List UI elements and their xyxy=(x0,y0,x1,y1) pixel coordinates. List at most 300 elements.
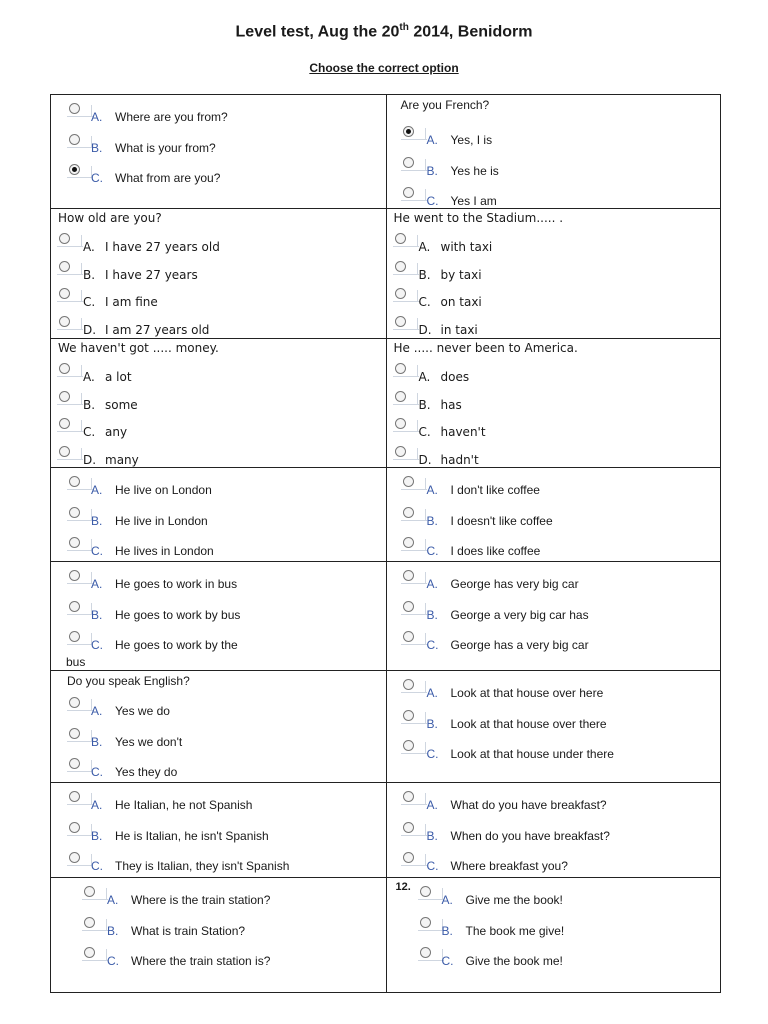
question-row xyxy=(51,561,720,670)
radio-button[interactable] xyxy=(69,103,80,114)
option-text: has xyxy=(440,397,462,412)
option-letter: C. xyxy=(426,638,439,652)
radio-button[interactable] xyxy=(59,288,70,299)
option-underline xyxy=(418,899,444,900)
answer-option[interactable] xyxy=(51,537,386,559)
radio-button[interactable] xyxy=(69,822,80,833)
option-text: Yes we don't xyxy=(115,734,183,749)
radio-button[interactable] xyxy=(69,791,80,802)
answer-option[interactable] xyxy=(51,947,386,969)
radio-button[interactable] xyxy=(403,791,414,802)
answer-option[interactable] xyxy=(51,886,386,908)
option-underline xyxy=(67,771,93,772)
answer-option[interactable] xyxy=(51,418,386,440)
question-cell xyxy=(51,209,386,338)
option-letter: A. xyxy=(441,893,453,907)
option-text: He live in London xyxy=(115,513,208,528)
option-underline xyxy=(57,301,83,302)
option-text: Give me the book! xyxy=(465,893,563,907)
option-letter: B. xyxy=(107,923,119,938)
answer-option[interactable] xyxy=(51,507,386,529)
option-underline xyxy=(393,329,419,330)
option-underline xyxy=(67,520,93,521)
option-underline xyxy=(67,835,93,836)
option-underline xyxy=(57,431,83,432)
answer-option[interactable] xyxy=(387,679,721,701)
option-underline xyxy=(401,139,427,140)
option-letter: D. xyxy=(418,322,432,337)
option-text: He Italian, he not Spanish xyxy=(115,798,253,812)
question-text: He went to the Stadium..... . xyxy=(393,211,564,225)
instructions: Choose the correct option xyxy=(309,61,459,75)
option-letter: B. xyxy=(91,828,103,843)
option-divider xyxy=(417,365,418,376)
radio-button[interactable] xyxy=(403,740,414,751)
option-underline xyxy=(57,246,83,247)
radio-button[interactable] xyxy=(69,570,80,581)
option-divider xyxy=(425,189,426,200)
option-letter: B. xyxy=(83,397,96,412)
radio-button-checked[interactable] xyxy=(69,164,80,175)
option-underline xyxy=(393,376,419,377)
option-letter: C. xyxy=(91,171,103,185)
option-text: I does like coffee xyxy=(450,544,541,558)
option-underline xyxy=(393,431,419,432)
radio-button[interactable] xyxy=(403,679,414,690)
option-divider xyxy=(81,318,82,329)
option-letter: A. xyxy=(426,577,438,591)
option-letter: A. xyxy=(91,704,103,718)
radio-button[interactable] xyxy=(69,601,80,612)
option-letter: A. xyxy=(426,686,438,700)
radio-button[interactable] xyxy=(69,476,80,487)
option-underline xyxy=(418,930,444,931)
option-underline xyxy=(401,170,427,171)
option-underline xyxy=(57,274,83,275)
question-text: How old are you? xyxy=(58,211,162,225)
option-text: Yes, I is xyxy=(450,133,493,147)
option-underline xyxy=(67,741,93,742)
option-underline xyxy=(401,753,427,754)
answer-option[interactable] xyxy=(51,103,386,125)
title-text: Level test, Aug the 20 xyxy=(235,23,400,41)
option-letter: A. xyxy=(426,133,438,147)
option-text: a lot xyxy=(105,370,132,384)
option-letter: C. xyxy=(83,295,96,309)
answer-option[interactable] xyxy=(51,697,386,719)
option-letter: C. xyxy=(107,954,119,968)
radio-button[interactable] xyxy=(59,391,70,402)
option-underline xyxy=(67,710,93,711)
answer-option[interactable] xyxy=(51,728,386,750)
radio-button[interactable] xyxy=(420,886,431,897)
question-row xyxy=(51,670,720,782)
answer-option[interactable] xyxy=(387,363,721,385)
option-underline xyxy=(401,614,427,615)
radio-button[interactable] xyxy=(84,886,95,897)
option-divider xyxy=(425,854,426,865)
option-text: Look at that house under there xyxy=(450,747,614,761)
option-letter: A. xyxy=(83,370,95,384)
option-underline xyxy=(57,404,83,405)
option-text: Where breakfast you? xyxy=(450,859,568,873)
option-letter: A. xyxy=(426,798,438,812)
option-letter: A. xyxy=(91,798,103,812)
radio-button[interactable] xyxy=(395,316,406,327)
radio-button[interactable] xyxy=(395,391,406,402)
radio-button[interactable] xyxy=(420,947,431,958)
answer-option[interactable] xyxy=(387,418,721,440)
answer-option[interactable] xyxy=(51,570,386,592)
option-underline xyxy=(67,489,93,490)
option-text: in taxi xyxy=(440,322,478,337)
option-text: I am 27 years old xyxy=(105,322,210,337)
option-letter: A. xyxy=(91,483,103,497)
radio-button[interactable] xyxy=(59,446,70,457)
question-text: Are you French? xyxy=(400,98,490,112)
radio-button[interactable] xyxy=(84,947,95,958)
option-text: George has a very big car xyxy=(450,638,589,652)
option-divider xyxy=(417,290,418,301)
option-underline xyxy=(401,583,427,584)
radio-button[interactable] xyxy=(403,852,414,863)
answer-option[interactable] xyxy=(387,917,721,939)
question-cell xyxy=(51,878,386,992)
option-text: Look at that house over there xyxy=(450,716,607,731)
answer-option[interactable] xyxy=(387,507,721,529)
answer-option[interactable] xyxy=(51,363,386,385)
answer-option[interactable] xyxy=(387,570,721,592)
option-text: He goes to work by the xyxy=(115,638,238,652)
option-divider xyxy=(417,235,418,246)
question-row xyxy=(51,208,720,338)
radio-button[interactable] xyxy=(395,233,406,244)
option-text: Where the train station is? xyxy=(131,954,271,968)
option-underline xyxy=(401,692,427,693)
radio-button[interactable] xyxy=(84,917,95,928)
question-row xyxy=(51,95,720,208)
answer-option[interactable] xyxy=(387,537,721,559)
option-text: Look at that house over here xyxy=(450,686,604,700)
radio-button[interactable] xyxy=(69,631,80,642)
answer-option[interactable] xyxy=(387,446,721,468)
option-letter: B. xyxy=(418,397,431,412)
question-text: He ..... never been to America. xyxy=(393,341,578,355)
option-underline xyxy=(401,550,427,551)
option-letter: C. xyxy=(91,859,103,873)
question-cell xyxy=(386,878,721,992)
option-divider xyxy=(425,509,426,520)
answer-option[interactable] xyxy=(51,852,386,874)
option-text: hadn't xyxy=(440,452,479,467)
option-text: The book me give! xyxy=(465,923,565,938)
answer-option[interactable] xyxy=(387,740,721,762)
option-text: Where are you from? xyxy=(115,110,228,124)
option-letter: B. xyxy=(426,513,438,528)
radio-button[interactable] xyxy=(403,476,414,487)
radio-button[interactable] xyxy=(395,261,406,272)
radio-button[interactable] xyxy=(403,537,414,548)
option-text: What do you have breakfast? xyxy=(450,798,607,812)
answer-option[interactable] xyxy=(387,233,721,255)
radio-button-checked[interactable] xyxy=(403,126,414,137)
answer-option[interactable] xyxy=(51,134,386,156)
answer-option[interactable] xyxy=(387,187,721,209)
title-superscript: th xyxy=(399,22,409,33)
option-text: He goes to work by bus xyxy=(115,607,241,622)
option-underline xyxy=(67,583,93,584)
option-text: Yes I am xyxy=(450,194,497,208)
radio-button[interactable] xyxy=(395,446,406,457)
radio-button[interactable] xyxy=(69,537,80,548)
option-letter: B. xyxy=(426,163,438,178)
option-divider xyxy=(425,539,426,550)
question-text: Do you speak English? xyxy=(67,674,190,688)
radio-button[interactable] xyxy=(403,601,414,612)
radio-button[interactable] xyxy=(403,822,414,833)
option-letter: C. xyxy=(91,544,103,558)
option-underline xyxy=(67,644,93,645)
option-underline xyxy=(401,835,427,836)
option-divider xyxy=(81,420,82,431)
option-underline xyxy=(67,865,93,866)
answer-option[interactable] xyxy=(387,947,721,969)
answer-option[interactable] xyxy=(387,391,721,413)
option-letter: C. xyxy=(418,425,431,439)
option-underline xyxy=(57,329,83,330)
answer-option[interactable] xyxy=(387,631,721,653)
option-letter: B. xyxy=(91,513,103,528)
option-letter: A. xyxy=(107,893,119,907)
question-cell xyxy=(386,671,721,782)
radio-button[interactable] xyxy=(59,261,70,272)
option-text: He lives in London xyxy=(115,544,214,558)
answer-option[interactable] xyxy=(51,391,386,413)
radio-button[interactable] xyxy=(69,507,80,518)
option-underline xyxy=(401,200,427,201)
answer-option[interactable] xyxy=(51,601,386,623)
radio-button[interactable] xyxy=(59,316,70,327)
option-letter: A. xyxy=(91,577,103,591)
option-letter: C. xyxy=(426,747,439,761)
radio-button[interactable] xyxy=(69,697,80,708)
option-underline xyxy=(401,644,427,645)
radio-button[interactable] xyxy=(403,157,414,168)
question-cell xyxy=(51,468,386,561)
radio-button[interactable] xyxy=(403,570,414,581)
option-letter: C. xyxy=(441,954,454,968)
option-text: George a very big car has xyxy=(450,607,589,622)
question-cell xyxy=(386,95,721,208)
answer-option[interactable] xyxy=(51,791,386,813)
answer-option[interactable] xyxy=(51,316,386,338)
radio-button[interactable] xyxy=(59,233,70,244)
option-text-continuation: bus xyxy=(66,655,86,669)
question-number: 12. xyxy=(395,881,411,893)
radio-button[interactable] xyxy=(69,728,80,739)
option-letter: C. xyxy=(426,859,439,873)
answer-option[interactable] xyxy=(387,476,721,498)
question-cell xyxy=(386,339,721,467)
question-row xyxy=(51,467,720,561)
answer-option[interactable] xyxy=(51,822,386,844)
option-divider xyxy=(417,420,418,431)
radio-button[interactable] xyxy=(403,631,414,642)
answer-option[interactable] xyxy=(387,288,721,310)
option-underline xyxy=(418,960,444,961)
answer-option[interactable] xyxy=(387,316,721,338)
option-text: Yes we do xyxy=(115,704,170,718)
option-underline xyxy=(57,459,83,460)
answer-option[interactable] xyxy=(387,710,721,732)
option-divider xyxy=(417,393,418,404)
title-text-end: 2014, Benidorm xyxy=(408,23,533,41)
radio-button[interactable] xyxy=(395,363,406,374)
radio-button[interactable] xyxy=(403,187,414,198)
radio-button[interactable] xyxy=(395,418,406,429)
option-letter: A. xyxy=(83,240,95,254)
option-divider xyxy=(425,128,426,139)
answer-option[interactable] xyxy=(387,791,721,813)
radio-button[interactable] xyxy=(403,507,414,518)
option-divider xyxy=(81,290,82,301)
answer-option[interactable] xyxy=(51,164,386,186)
page-title xyxy=(0,22,768,41)
option-divider xyxy=(425,793,426,804)
option-letter: C. xyxy=(91,765,103,779)
option-letter: C. xyxy=(91,638,103,652)
option-letter: B. xyxy=(426,828,438,843)
answer-option[interactable] xyxy=(387,886,721,908)
question-cell xyxy=(51,671,386,782)
option-letter: C. xyxy=(426,194,439,208)
option-divider xyxy=(417,448,418,459)
question-cell xyxy=(386,209,721,338)
answer-option[interactable] xyxy=(387,126,721,148)
option-underline xyxy=(67,804,93,805)
answer-option[interactable] xyxy=(51,631,386,653)
question-row xyxy=(51,782,720,877)
option-divider xyxy=(425,478,426,489)
option-underline xyxy=(393,301,419,302)
option-divider xyxy=(417,263,418,274)
option-letter: B. xyxy=(441,923,453,938)
answer-option[interactable] xyxy=(51,476,386,498)
option-text: haven't xyxy=(440,425,486,439)
option-underline xyxy=(401,865,427,866)
option-text: on taxi xyxy=(440,295,482,309)
option-letter: B. xyxy=(418,267,431,282)
option-text: Where is the train station? xyxy=(131,893,271,907)
question-cell xyxy=(51,783,386,877)
radio-button[interactable] xyxy=(59,418,70,429)
option-letter: B. xyxy=(426,716,438,731)
radio-button[interactable] xyxy=(420,917,431,928)
option-text: many xyxy=(105,452,139,467)
option-underline xyxy=(57,376,83,377)
option-underline xyxy=(82,930,108,931)
radio-button[interactable] xyxy=(69,852,80,863)
answer-option[interactable] xyxy=(51,917,386,939)
answer-option[interactable] xyxy=(387,822,721,844)
option-text: Yes he is xyxy=(450,163,499,178)
option-text: Give the book me! xyxy=(465,954,563,968)
radio-button[interactable] xyxy=(59,363,70,374)
option-letter: D. xyxy=(418,452,432,467)
question-cell xyxy=(51,339,386,467)
option-text: by taxi xyxy=(440,267,482,282)
radio-button[interactable] xyxy=(69,134,80,145)
answer-option[interactable] xyxy=(51,233,386,255)
option-divider xyxy=(417,318,418,329)
option-text: I have 27 years xyxy=(105,267,198,282)
option-letter: B. xyxy=(91,607,103,622)
option-text: When do you have breakfast? xyxy=(450,828,610,843)
option-divider xyxy=(425,824,426,835)
option-text: George has very big car xyxy=(450,577,579,591)
question-row xyxy=(51,338,720,467)
option-underline xyxy=(401,520,427,521)
option-underline xyxy=(82,960,108,961)
answer-option[interactable] xyxy=(387,852,721,874)
option-divider xyxy=(425,159,426,170)
option-letter: C. xyxy=(83,425,96,439)
option-divider xyxy=(425,681,426,692)
answer-option[interactable] xyxy=(51,446,386,468)
answer-option[interactable] xyxy=(387,157,721,179)
option-text: I am fine xyxy=(105,295,158,309)
question-cell xyxy=(51,95,386,208)
option-divider xyxy=(425,742,426,753)
option-text: I don't like coffee xyxy=(450,483,540,497)
option-text: some xyxy=(105,397,138,412)
option-divider xyxy=(425,633,426,644)
option-letter: B. xyxy=(91,140,103,155)
option-letter: A. xyxy=(426,483,438,497)
radio-button[interactable] xyxy=(69,758,80,769)
answer-option[interactable] xyxy=(387,261,721,283)
option-letter: A. xyxy=(418,370,431,384)
option-text: does xyxy=(440,370,470,384)
option-text: any xyxy=(105,425,128,439)
option-letter: B. xyxy=(91,734,103,749)
option-underline xyxy=(393,404,419,405)
option-letter: B. xyxy=(83,267,96,282)
option-text: He live on London xyxy=(115,483,212,497)
option-letter: C. xyxy=(426,544,439,558)
answer-option[interactable] xyxy=(387,601,721,623)
option-divider xyxy=(425,603,426,614)
answer-option[interactable] xyxy=(51,288,386,310)
option-divider xyxy=(81,365,82,376)
option-divider xyxy=(425,572,426,583)
option-text: He goes to work in bus xyxy=(115,577,238,591)
question-grid xyxy=(50,94,721,993)
question-cell xyxy=(386,562,721,670)
answer-option[interactable] xyxy=(51,261,386,283)
question-cell xyxy=(386,783,721,877)
radio-button[interactable] xyxy=(403,710,414,721)
option-text: Yes they do xyxy=(115,765,178,779)
option-underline xyxy=(401,489,427,490)
option-text: I doesn't like coffee xyxy=(450,513,553,528)
answer-option[interactable] xyxy=(51,758,386,780)
option-letter: A. xyxy=(418,240,431,254)
radio-button[interactable] xyxy=(395,288,406,299)
question-text: We haven't got ..... money. xyxy=(58,341,219,355)
option-underline xyxy=(67,147,93,148)
option-text: with taxi xyxy=(440,240,493,254)
